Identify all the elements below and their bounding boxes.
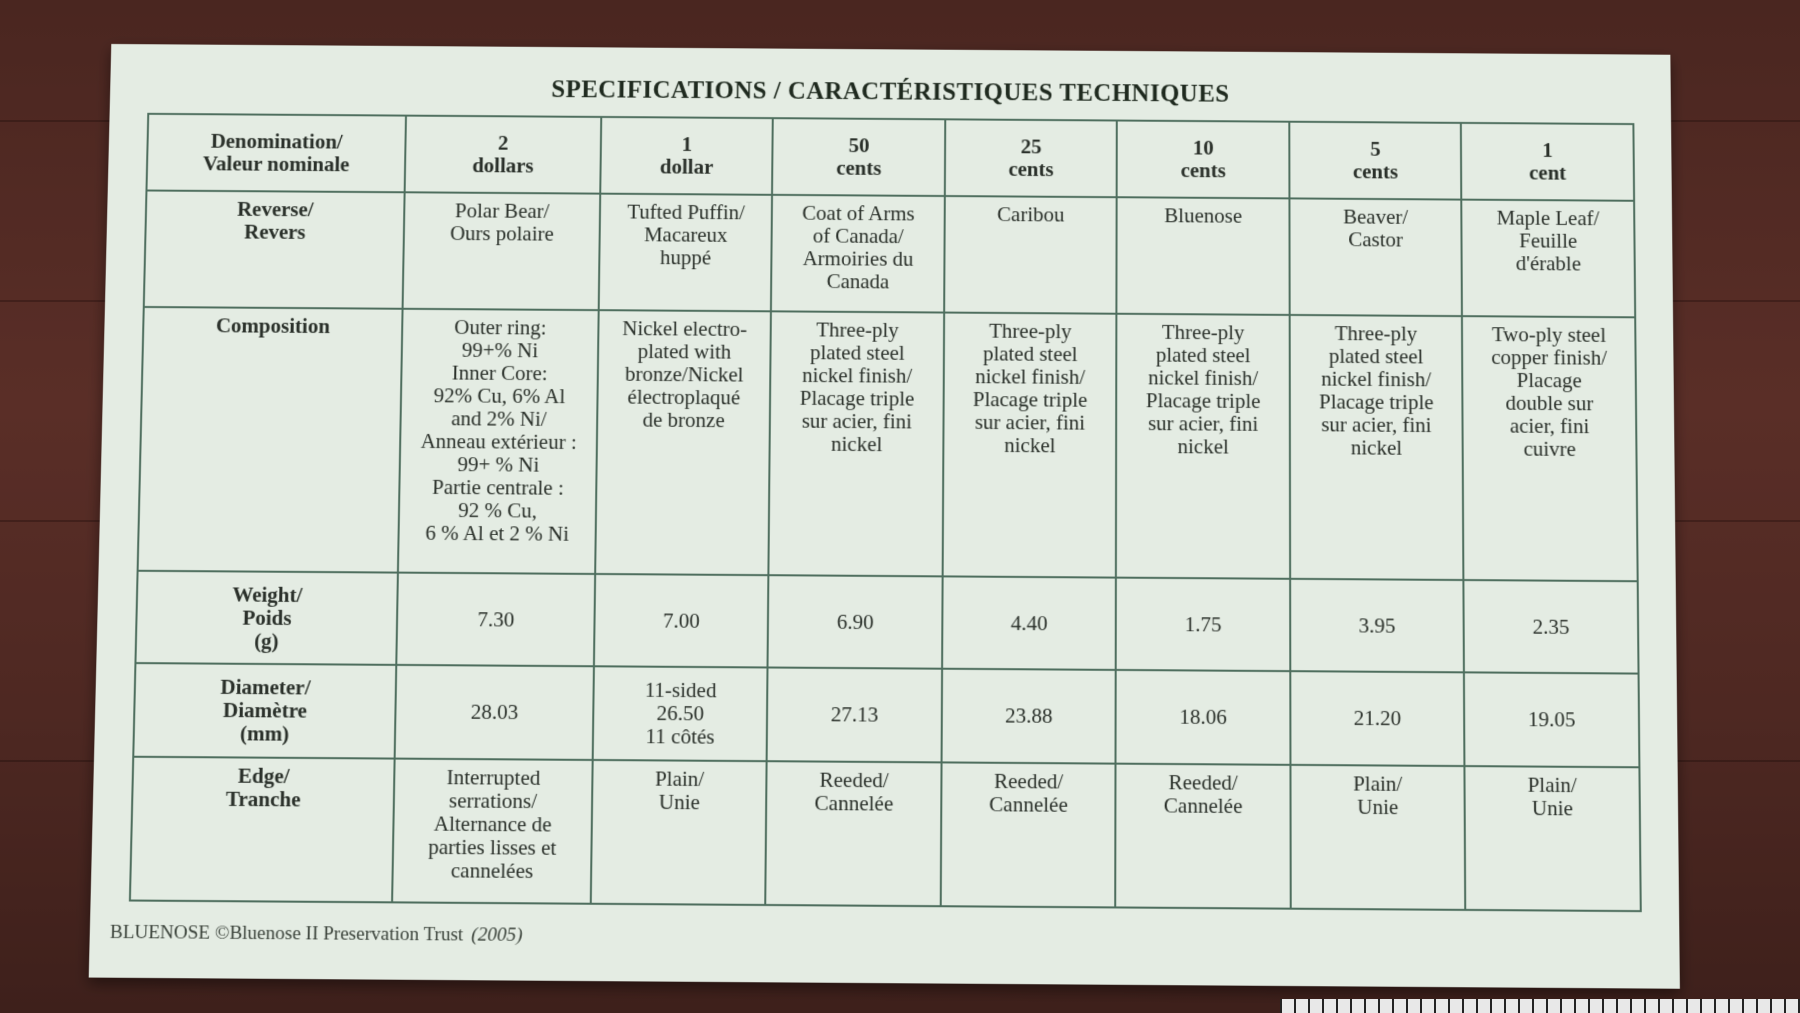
diameter-cell: 18.06 — [1116, 670, 1290, 764]
specifications-table — [129, 113, 1642, 912]
edge-cell: Reeded/ Cannelée — [1116, 763, 1291, 908]
footer-credit — [110, 922, 523, 947]
edge-cell: Plain/ Unie — [1465, 766, 1641, 911]
composition-cell: Outer ring: 99+% Ni Inner Core: 92% Cu, 6% Al and 2% Ni/ Anneau extérieur : 99+ % Ni Partie centrale : 92 % Cu, 6 % Al et 2 % Ni — [398, 309, 598, 574]
edge-cell: Reeded/ Cannelée — [766, 761, 942, 906]
ruler-edge — [1280, 999, 1800, 1013]
denomination-cell: 25 cents — [945, 119, 1117, 197]
reverse-cell: Beaver/ Castor — [1289, 199, 1462, 317]
diameter-cell: 21.20 — [1290, 672, 1465, 766]
row-header-diameter: Diameter/ Diamètre (mm) — [133, 663, 396, 758]
weight-cell: 7.30 — [397, 573, 596, 667]
reverse-cell: Caribou — [944, 196, 1117, 314]
composition-cell: Nickel electro- plated with bronze/Nickel électroplaqué de bronze — [595, 311, 771, 576]
row-header-reverse: Reverse/ Revers — [144, 191, 405, 310]
weight-cell: 2.35 — [1464, 580, 1639, 674]
row-header-edge: Edge/ Tranche — [130, 756, 395, 902]
edge-cell: Plain/ Unie — [1290, 764, 1465, 909]
reverse-cell: Tufted Puffin/ Macareux huppé — [599, 194, 773, 312]
footer-text: BLUENOSE ©Bluenose II Preservation Trust — [109, 921, 464, 946]
weight-cell: 4.40 — [942, 577, 1116, 671]
weight-cell: 7.00 — [594, 574, 769, 668]
edge-row — [130, 756, 1641, 911]
weight-cell: 6.90 — [768, 575, 943, 669]
edge-cell: Reeded/ Cannelée — [941, 762, 1116, 907]
diameter-cell: 23.88 — [941, 669, 1116, 763]
denomination-cell: 10 cents — [1117, 121, 1289, 199]
composition-cell: Three-ply plated steel nickel finish/ Placage triple sur acier, fini nickel — [1290, 315, 1464, 580]
composition-cell: Three-ply plated steel nickel finish/ Placage triple sur acier, fini nickel — [769, 312, 944, 577]
spec-card — [89, 44, 1680, 989]
diameter-cell: 11-sided 26.50 11 côtés — [593, 667, 768, 761]
weight-cell: 1.75 — [1116, 578, 1290, 672]
weight-cell: 3.95 — [1290, 579, 1464, 673]
diameter-cell: 27.13 — [767, 668, 942, 762]
composition-row — [138, 307, 1638, 581]
denomination-cell: 50 cents — [772, 118, 945, 196]
reverse-cell: Bluenose — [1117, 197, 1290, 315]
row-header-weight: Weight/ Poids (g) — [135, 571, 398, 665]
composition-cell: Two-ply steel copper finish/ Placage double sur acier, fini cuivre — [1462, 317, 1637, 582]
edge-cell: Plain/ Unie — [591, 760, 767, 905]
diameter-cell: 28.03 — [395, 665, 594, 759]
diameter-cell: 19.05 — [1464, 673, 1639, 767]
denomination-cell: 1 dollar — [600, 117, 773, 195]
denomination-cell: 1 cent — [1461, 123, 1634, 201]
denomination-cell: 2 dollars — [405, 116, 601, 194]
weight-row — [135, 571, 1638, 674]
reverse-cell: Coat of Arms of Canada/ Armoiries du Canada — [771, 195, 944, 313]
composition-cell: Three-ply plated steel nickel finish/ Placage triple sur acier, fini nickel — [1116, 314, 1290, 579]
page-title: SPECIFICATIONS / CARACTÉRISTIQUES TECHNIQUES — [551, 76, 1230, 108]
reverse-row — [144, 191, 1635, 318]
diameter-row — [133, 663, 1639, 766]
footer-year: (2005) — [471, 924, 523, 946]
reverse-cell: Maple Leaf/ Feuille d'érable — [1462, 200, 1636, 318]
edge-cell: Interrupted serrations/ Alternance de parties lisses et cannelées — [392, 758, 592, 904]
reverse-cell: Polar Bear/ Ours polaire — [403, 192, 600, 310]
denomination-row — [146, 114, 1634, 201]
composition-cell: Three-ply plated steel nickel finish/ Placage triple sur acier, fini nickel — [943, 313, 1117, 578]
row-header-denomination: Denomination/ Valeur nominale — [146, 114, 406, 193]
denomination-cell: 5 cents — [1289, 122, 1461, 200]
row-header-composition: Composition — [138, 307, 403, 572]
